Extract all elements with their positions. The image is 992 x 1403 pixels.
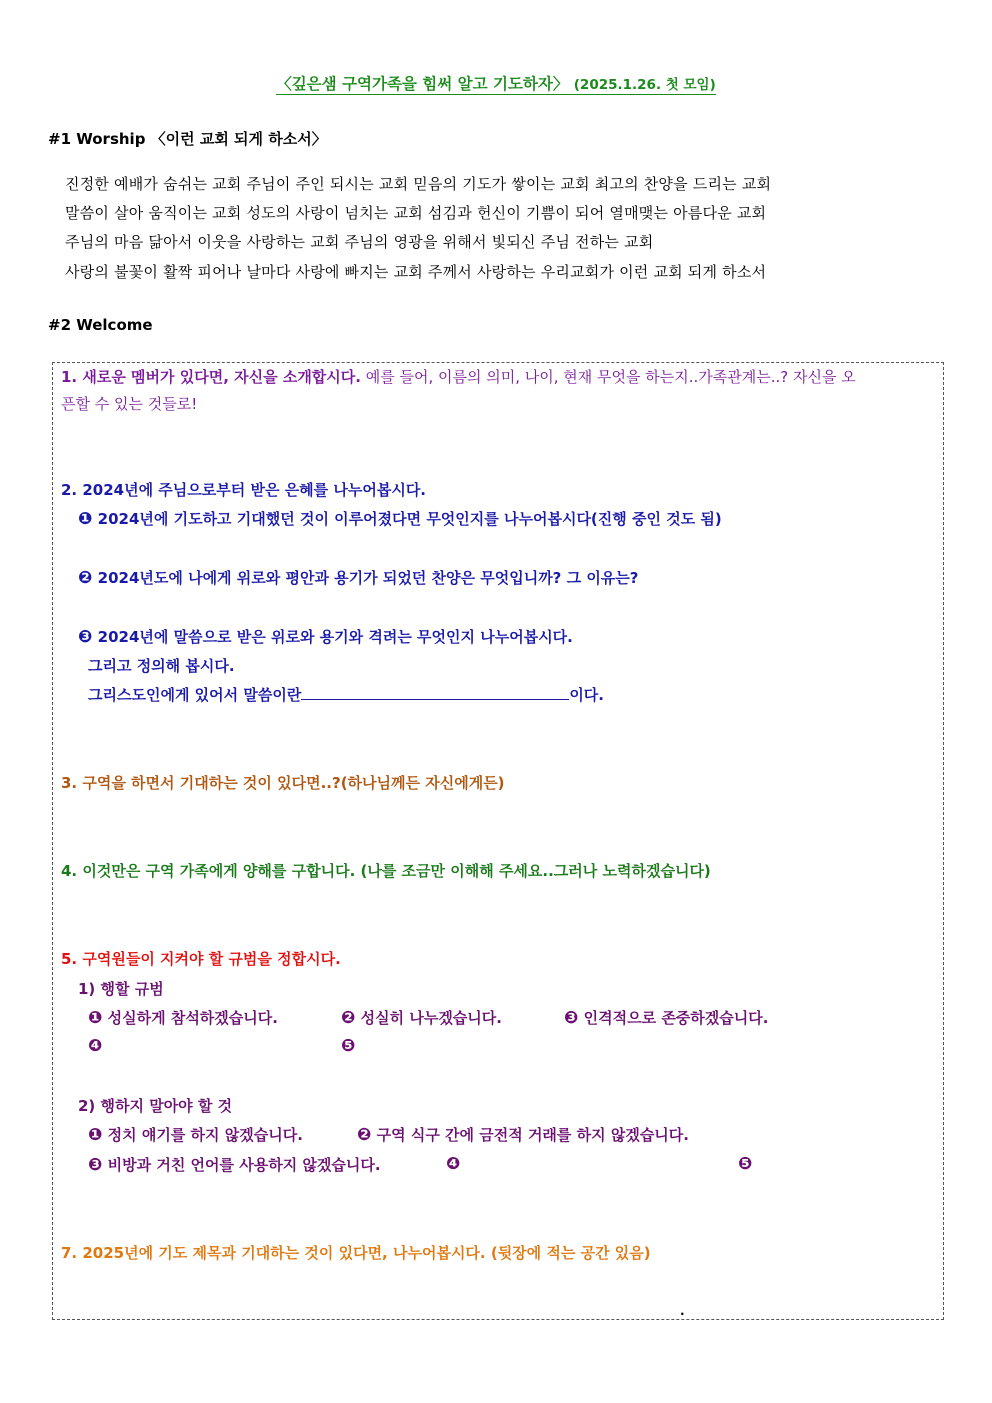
bullet-3-icon: ❸ — [88, 1155, 103, 1175]
q2-item-a-text: 2024년에 기도하고 기대했던 것이 이루어졌다면 무엇인지를 나누어봅시다(진행 중인 것도 됨) — [97, 510, 722, 528]
bullet-1-icon: ❶ — [88, 1008, 103, 1028]
bullet-2-icon: ❷ — [341, 1008, 356, 1028]
q2-item-c-text: 2024년에 말씀으로 받은 위로와 용기와 격려는 무엇인지 나누어봅시다. — [97, 628, 573, 646]
q5-dont-heading: 2) 행하지 말아야 할 것 — [78, 1097, 233, 1115]
q1-bold: 1. 새로운 멤버가 있다면, 자신을 소개합시다. — [61, 368, 361, 386]
worship-line: 사랑의 불꽃이 활짝 피어나 날마다 사랑에 빠지는 교회 주께서 사랑하는 우리교회가 이런 교회 되게 하소서 — [65, 263, 767, 281]
dont-item — [357, 1124, 689, 1145]
end-mark: . — [680, 1304, 685, 1318]
do-item-text: 성실하게 참석하겠습니다. — [107, 1009, 278, 1027]
do-item — [564, 1007, 768, 1028]
bullet-4-icon: ❹ — [88, 1036, 103, 1056]
q5-heading: 5. 구역원들이 지켜야 할 규범을 정합시다. — [61, 950, 341, 968]
dont-item — [88, 1154, 381, 1175]
dont-item-text: 구역 식구 간에 금전적 거래를 하지 않겠습니다. — [376, 1126, 689, 1144]
bullet-2-icon: ❷ — [357, 1125, 372, 1145]
welcome-box — [52, 362, 944, 1320]
do-item-text: 인격적으로 존중하겠습니다. — [583, 1009, 769, 1027]
bullet-2-icon: ❷ — [78, 568, 93, 588]
q2-c3-pre: 그리스도인에게 있어서 말씀이란 — [88, 686, 302, 704]
q2-c3-post: 이다. — [569, 686, 604, 704]
q2-item-c2: 그리고 정의해 봅시다. — [88, 657, 235, 675]
worship-heading: #1 Worship 〈이런 교회 되게 하소서〉 — [48, 130, 327, 148]
welcome-heading: #2 Welcome — [48, 316, 153, 334]
worship-line: 말씀이 살아 움직이는 교회 성도의 사랑이 넘치는 교회 섬김과 헌신이 기쁨이 되어 열매맺는 아름다운 교회 — [65, 204, 767, 222]
q2-item-a — [78, 508, 722, 529]
dont-item — [446, 1154, 460, 1174]
bullet-3-icon: ❸ — [564, 1008, 579, 1028]
q2-item-b — [78, 567, 639, 588]
dont-item — [738, 1154, 752, 1174]
bullet-5-icon: ❺ — [738, 1154, 753, 1174]
q2-heading: 2. 2024년에 주님으로부터 받은 은혜를 나누어봅시다. — [61, 481, 427, 499]
q5-do-heading: 1) 행할 규범 — [78, 980, 164, 998]
q1-line — [61, 366, 856, 387]
do-item — [341, 1007, 502, 1028]
bullet-1-icon: ❶ — [88, 1125, 103, 1145]
q3-heading: 3. 구역을 하면서 기대하는 것이 있다면..?(하나님께든 자신에게든) — [61, 774, 505, 792]
do-item — [88, 1007, 278, 1028]
q2-item-c3 — [88, 684, 604, 705]
dont-item-text: 정치 얘기를 하지 않겠습니다. — [107, 1126, 303, 1144]
q4-heading: 4. 이것만은 구역 가족에게 양해를 구합니다. (나를 조금만 이해해 주세요..그러나 노력하겠습니다) — [61, 862, 711, 880]
do-item-text: 성실히 나누겠습니다. — [360, 1009, 502, 1027]
bullet-1-icon: ❶ — [78, 509, 93, 529]
q1-continued: 픈할 수 있는 것들로! — [61, 395, 198, 413]
dont-item-text: 비방과 거친 언어를 사용하지 않겠습니다. — [107, 1156, 381, 1174]
q1-rest: 예를 들어, 이름의 의미, 나이, 현재 무엇을 하는지..가족관계는..? 자신을 오 — [360, 368, 856, 386]
title-main: 〈깊은샘 구역가족을 힘써 알고 기도하자〉 — [276, 75, 569, 93]
title-date: (2025.1.26. 첫 모임) — [573, 77, 716, 93]
q2-item-b-text: 2024년도에 나에게 위로와 평안과 용기가 되었던 찬양은 무엇입니까? 그 이유는? — [97, 569, 639, 587]
document-title — [0, 72, 992, 94]
worship-line: 진정한 예배가 숨쉬는 교회 주님이 주인 되시는 교회 믿음의 기도가 쌓이는 교회 최고의 찬양을 드리는 교회 — [65, 175, 772, 193]
worship-line: 주님의 마음 닮아서 이웃을 사랑하는 교회 주님의 영광을 위해서 빛되신 주님 전하는 교회 — [65, 233, 654, 251]
fill-in-blank[interactable] — [301, 685, 569, 700]
q7-heading: 7. 2025년에 기도 제목과 기대하는 것이 있다면, 나누어봅시다. (뒷장에 적는 공간 있음) — [61, 1244, 651, 1262]
bullet-3-icon: ❸ — [78, 627, 93, 647]
bullet-4-icon: ❹ — [446, 1154, 461, 1174]
q2-item-c — [78, 626, 573, 647]
bullet-5-icon: ❺ — [341, 1036, 356, 1056]
do-item — [341, 1036, 355, 1056]
dont-item — [88, 1124, 303, 1145]
do-item — [88, 1036, 102, 1056]
